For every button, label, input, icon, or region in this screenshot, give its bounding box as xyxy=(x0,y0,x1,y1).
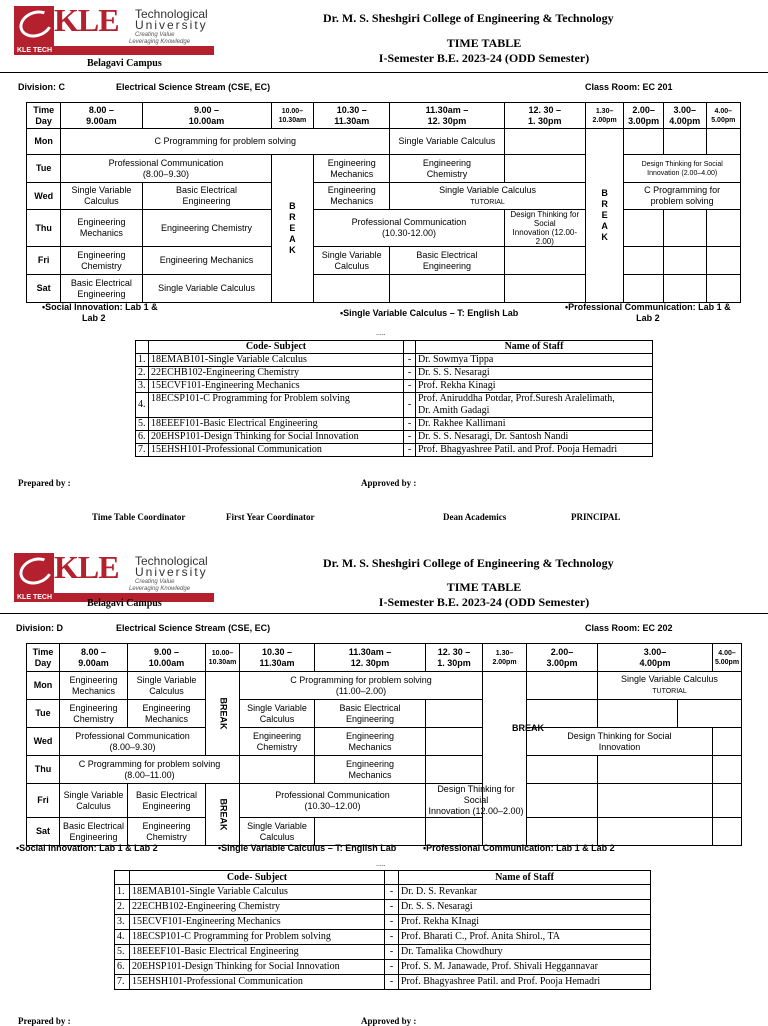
separator-dots: ..... xyxy=(376,330,386,337)
cell-prof-comm: Professional Communication (10.30–12.00) xyxy=(240,784,426,818)
cell-empty xyxy=(624,275,664,303)
staff-dash: - xyxy=(404,380,416,393)
day-sat: Sat xyxy=(27,275,61,303)
staff-row xyxy=(136,367,653,380)
staff-code: 20EHSP101-Design Thinking for Social Innovation xyxy=(130,960,385,975)
cell-empty xyxy=(504,275,585,303)
break-column: BREAK xyxy=(206,784,240,846)
staff-dash: - xyxy=(404,354,416,367)
cell-empty xyxy=(713,818,742,846)
cell-svc: Single Variable Calculus xyxy=(240,700,315,728)
staff-row xyxy=(115,945,651,960)
cell-empty xyxy=(713,728,742,756)
cell-empty xyxy=(240,756,315,784)
staff-name: Prof. Aniruddha Potdar, Prof.Suresh Aralelimath, Dr. Amith Gadagi xyxy=(416,393,653,418)
header-slot: 2.00– 3.00pm xyxy=(624,103,664,129)
day-tue: Tue xyxy=(27,700,60,728)
staff-num: 7. xyxy=(136,444,149,457)
stream-label: Electrical Science Stream (CSE, EC) xyxy=(116,82,271,92)
header-slot: 8.00 – 9.00am xyxy=(61,103,142,129)
staff-code: 15ECVF101-Engineering Mechanics xyxy=(130,915,385,930)
cell-empty xyxy=(624,210,664,247)
logo-line2: University xyxy=(135,18,208,32)
staff-header-name: Name of Staff xyxy=(416,341,653,354)
staff-code: 15ECVF101-Engineering Mechanics xyxy=(149,380,404,393)
note-social-innovation: •Social Innovation: Lab 1 & Lab 2 xyxy=(42,302,158,323)
staff-header-num xyxy=(136,341,149,354)
cell-eng-mech: Engineering Mechanics xyxy=(314,183,390,210)
staff-row xyxy=(115,915,651,930)
staff-row xyxy=(136,431,653,444)
staff-header-name: Name of Staff xyxy=(399,871,651,885)
cell-empty xyxy=(527,784,598,818)
cell-svc: Single Variable Calculus xyxy=(314,247,390,275)
staff-name: Dr. Sowmya Tippa xyxy=(416,354,653,367)
break-column: BREAK xyxy=(206,672,240,756)
cell-empty xyxy=(426,728,483,756)
staff-row xyxy=(136,418,653,431)
day-fri: Fri xyxy=(27,247,61,275)
staff-num: 4. xyxy=(136,393,149,418)
logo-line1: Technological xyxy=(135,7,208,21)
staff-name: Prof. Bhagyashree Patil. and Prof. Pooja Hemadri xyxy=(416,444,653,457)
prepared-by: Prepared by : xyxy=(18,478,71,488)
staff-name: Prof. Rekha KInagi xyxy=(399,915,651,930)
cell-c-programming: C Programming for problem solving (8.00–11.00) xyxy=(60,756,240,784)
cell-basic-elec: Basic Electrical Engineering xyxy=(60,818,128,846)
break-column: B R E A K xyxy=(271,155,314,303)
note-prof-comm: •Professional Communication: Lab 1 & Lab 2 xyxy=(565,302,731,323)
sig-first-year-coordinator: First Year Coordinator xyxy=(226,512,315,522)
division-label: Division: C xyxy=(18,82,66,92)
campus-name: Belagavi Campus xyxy=(87,598,162,609)
staff-num: 5. xyxy=(115,945,130,960)
cell-prof-comm: Professional Communication (8.00–9.30) xyxy=(61,155,271,183)
cell-svc: Single Variable Calculus xyxy=(128,672,206,700)
divider xyxy=(0,72,768,73)
cell-empty xyxy=(663,210,706,247)
cell-eng-mech: Engineering Mechanics xyxy=(315,756,426,784)
cell-basic-elec: Basic Electrical Engineering xyxy=(390,247,504,275)
staff-code: 18EEEF101-Basic Electrical Engineering xyxy=(130,945,385,960)
cell-empty xyxy=(713,784,742,818)
day-tue: Tue xyxy=(27,155,61,183)
stream-label: Electrical Science Stream (CSE, EC) xyxy=(116,623,271,633)
header-time-day: Time Day xyxy=(27,644,60,672)
staff-dash: - xyxy=(385,960,399,975)
cell-svc: Single Variable Calculus xyxy=(240,818,315,846)
day-mon: Mon xyxy=(27,129,61,155)
header-slot: 1.30– 2.00pm xyxy=(483,644,527,672)
cell-empty xyxy=(390,275,504,303)
staff-code: 18EMAB101-Single Variable Calculus xyxy=(130,885,385,900)
header-slot: 1.30– 2.00pm xyxy=(585,103,624,129)
cell-empty xyxy=(706,210,740,247)
cell-eng-mech: Engineering Mechanics xyxy=(142,247,271,275)
break-label: BREAK xyxy=(512,723,545,733)
cell-empty xyxy=(426,756,483,784)
cell-svc: Single Variable Calculus xyxy=(60,784,128,818)
logo-brand: KLE xyxy=(54,2,119,38)
cell-empty xyxy=(504,155,585,183)
header-slot: 9.00 – 10.00am xyxy=(128,644,206,672)
staff-dash: - xyxy=(404,418,416,431)
cell-empty xyxy=(527,672,598,700)
timetable-title: TIME TABLE xyxy=(446,580,522,594)
cell-eng-mech: Engineering Mechanics xyxy=(314,155,390,183)
cell-prof-comm: Professional Communication (10.30-12.00) xyxy=(314,210,504,247)
staff-code: 20EHSP101-Design Thinking for Social Innovation xyxy=(149,431,404,444)
cell-design-thinking: Design Thinking for Social Innovation (2.00–4.00) xyxy=(624,155,741,183)
cell-empty xyxy=(598,756,713,784)
cell-empty xyxy=(663,129,706,155)
logo-tag2: Leveraging Knowledge xyxy=(129,586,191,592)
break-column: B R E A K xyxy=(585,129,624,303)
note-svc-tutorial: •Single Variable Calculus – T: English Lab xyxy=(340,308,519,318)
staff-code: 22ECHB102-Engineering Chemistry xyxy=(130,900,385,915)
cell-empty xyxy=(663,247,706,275)
header-slot: 10.00– 10.30am xyxy=(206,644,240,672)
staff-header-dash xyxy=(404,341,416,354)
staff-header-code: Code- Subject xyxy=(130,871,385,885)
cell-c-programming: C Programming for problem solving (11.00–2.00) xyxy=(240,672,483,700)
cell-eng-chem: Engineering Chemistry xyxy=(60,700,128,728)
cell-svc: Single Variable Calculus xyxy=(390,129,504,155)
staff-code: 18ECSP101-C Programming for Problem solving xyxy=(149,393,404,418)
cell-empty xyxy=(706,275,740,303)
header-slot: 8.00 – 9.00am xyxy=(60,644,128,672)
staff-num: 3. xyxy=(115,915,130,930)
cell-empty xyxy=(713,756,742,784)
staff-name: Dr. S. S. Nesaragi, Dr. Santosh Nandi xyxy=(416,431,653,444)
staff-num: 2. xyxy=(115,900,130,915)
cell-eng-mech: Engineering Mechanics xyxy=(128,700,206,728)
sig-principal: PRINCIPAL xyxy=(571,512,621,522)
timetable-grid xyxy=(26,643,742,846)
logo-brand: KLE xyxy=(54,549,119,585)
cell-svc: Single Variable Calculus xyxy=(142,275,271,303)
staff-table xyxy=(135,340,653,457)
cell-svc-tutorial: Single Variable Calculus TUTORIAL xyxy=(390,183,586,210)
timetable-grid xyxy=(26,102,741,303)
staff-num: 5. xyxy=(136,418,149,431)
approved-by: Approved by : xyxy=(361,1016,417,1026)
note-prof-comm: •Professional Communication: Lab 1 & Lab 2 xyxy=(423,843,615,853)
staff-num: 2. xyxy=(136,367,149,380)
cell-empty xyxy=(624,129,664,155)
staff-dash: - xyxy=(385,945,399,960)
cell-eng-chem: Engineering Chemistry xyxy=(240,728,315,756)
cell-empty xyxy=(678,700,742,728)
staff-dash: - xyxy=(404,393,416,418)
logo-line2: University xyxy=(135,565,208,579)
cell-empty xyxy=(504,247,585,275)
cell-eng-mech: Engineering Mechanics xyxy=(60,672,128,700)
staff-dash: - xyxy=(404,444,416,457)
header-time-day: Time Day xyxy=(27,103,61,129)
staff-name: Prof. S. M. Janawade, Prof. Shivali Heggannavar xyxy=(399,960,651,975)
cell-empty xyxy=(663,275,706,303)
staff-name: Dr. Rakhee Kallimani xyxy=(416,418,653,431)
logo-tag1: Creating Value xyxy=(135,579,175,585)
staff-row xyxy=(115,885,651,900)
day-thu: Thu xyxy=(27,756,60,784)
college-name: Dr. M. S. Sheshgiri College of Engineering & Technology xyxy=(323,11,614,25)
day-thu: Thu xyxy=(27,210,61,247)
cell-design-thinking: Design Thinking for Social Innovation (12.00-2.00) xyxy=(504,210,585,247)
staff-dash: - xyxy=(404,367,416,380)
header-slot: 12. 30 – 1. 30pm xyxy=(504,103,585,129)
timetable-title: TIME TABLE xyxy=(446,36,522,50)
timetable-subtitle: I-Semester B.E. 2023-24 (ODD Semester) xyxy=(378,51,590,65)
logo-bar-text: KLE TECH xyxy=(17,594,52,601)
division-label: Division: D xyxy=(16,623,64,633)
cell-c-programming: C Programming for problem solving xyxy=(624,183,741,210)
staff-dash: - xyxy=(385,975,399,990)
cell-empty xyxy=(426,818,483,846)
header-slot: 9.00 – 10.00am xyxy=(142,103,271,129)
staff-header-num xyxy=(115,871,130,885)
cell-empty xyxy=(315,818,426,846)
classroom-label: Class Room: EC 202 xyxy=(585,623,673,633)
cell-basic-elec: Basic Electrical Engineering xyxy=(61,275,142,303)
staff-code: 15EHSH101-Professional Communication xyxy=(130,975,385,990)
cell-design-thinking: Design Thinking for Social Innovation (12.00–2.00) xyxy=(426,784,527,818)
cell-svc-tutorial: Single Variable Calculus TUTORIAL xyxy=(598,672,742,700)
staff-name: Prof. Bharati C., Prof. Anita Shirol., TA xyxy=(399,930,651,945)
staff-code: 15EHSH101-Professional Communication xyxy=(149,444,404,457)
staff-row xyxy=(136,393,653,418)
break-column xyxy=(483,672,527,846)
staff-row xyxy=(136,444,653,457)
staff-name: Dr. S. S. Nesaragi xyxy=(399,900,651,915)
staff-dash: - xyxy=(404,431,416,444)
staff-code: 18EMAB101-Single Variable Calculus xyxy=(149,354,404,367)
staff-table xyxy=(114,870,651,990)
cell-eng-mech: Engineering Mechanics xyxy=(61,210,142,247)
cell-empty xyxy=(624,247,664,275)
staff-name: Dr. Tamalika Chowdhury xyxy=(399,945,651,960)
cell-empty xyxy=(598,784,713,818)
timetable-subtitle: I-Semester B.E. 2023-24 (ODD Semester) xyxy=(378,595,590,609)
staff-row xyxy=(115,900,651,915)
cell-c-programming: C Programming for problem solving xyxy=(61,129,390,155)
header-slot: 12. 30 – 1. 30pm xyxy=(426,644,483,672)
cell-empty xyxy=(598,818,713,846)
logo-line1: Technological xyxy=(135,554,208,568)
header-slot: 10.30 – 11.30am xyxy=(314,103,390,129)
day-wed: Wed xyxy=(27,728,60,756)
staff-num: 7. xyxy=(115,975,130,990)
cell-prof-comm: Professional Communication (8.00–9.30) xyxy=(60,728,206,756)
staff-num: 3. xyxy=(136,380,149,393)
divider xyxy=(0,613,768,614)
staff-dash: - xyxy=(385,885,399,900)
staff-header-dash xyxy=(385,871,399,885)
sig-dean-academics: Dean Academics xyxy=(443,512,507,522)
staff-header-code: Code- Subject xyxy=(149,341,404,354)
cell-basic-elec: Basic Electrical Engineering xyxy=(128,784,206,818)
staff-name: Prof. Bhagyashree Patil. and Prof. Pooja Hemadri xyxy=(399,975,651,990)
header-slot: 11.30am – 12. 30pm xyxy=(390,103,504,129)
cell-eng-chem: Engineering Chemistry xyxy=(142,210,271,247)
cell-basic-elec: Basic Electrical Engineering xyxy=(142,183,271,210)
logo-tag2: Leveraging Knowledge xyxy=(129,39,191,45)
cell-empty xyxy=(504,129,585,155)
cell-empty xyxy=(426,700,483,728)
staff-row xyxy=(136,380,653,393)
header-slot: 11.30am – 12. 30pm xyxy=(315,644,426,672)
day-sat: Sat xyxy=(27,818,60,846)
staff-num: 6. xyxy=(136,431,149,444)
header-slot: 10.00– 10.30am xyxy=(271,103,314,129)
staff-num: 1. xyxy=(136,354,149,367)
prepared-by: Prepared by : xyxy=(18,1016,71,1026)
staff-code: 22ECHB102-Engineering Chemistry xyxy=(149,367,404,380)
day-mon: Mon xyxy=(27,672,60,700)
note-svc-tutorial: •Single Variable Calculus – T: English Lab xyxy=(218,843,397,853)
cell-empty xyxy=(706,247,740,275)
staff-num: 4. xyxy=(115,930,130,945)
cell-basic-elec: Basic Electrical Engineering xyxy=(315,700,426,728)
staff-num: 6. xyxy=(115,960,130,975)
cell-eng-chem: Engineering Chemistry xyxy=(390,155,504,183)
staff-name: Prof. Rekha Kinagi xyxy=(416,380,653,393)
cell-svc: Single Variable Calculus xyxy=(61,183,142,210)
sig-timetable-coordinator: Time Table Coordinator xyxy=(92,512,186,522)
classroom-label: Class Room: EC 201 xyxy=(585,82,673,92)
campus-name: Belagavi Campus xyxy=(87,58,162,69)
day-fri: Fri xyxy=(27,784,60,818)
cell-empty xyxy=(527,756,598,784)
cell-eng-chem: Engineering Chemistry xyxy=(61,247,142,275)
cell-eng-chem: Engineering Chemistry xyxy=(128,818,206,846)
approved-by: Approved by : xyxy=(361,478,417,488)
cell-eng-mech: Engineering Mechanics xyxy=(315,728,426,756)
staff-name: Dr. D. S. Revankar xyxy=(399,885,651,900)
header-slot: 4.00– 5.00pm xyxy=(713,644,742,672)
staff-row xyxy=(115,975,651,990)
staff-num: 1. xyxy=(115,885,130,900)
logo-tag1: Creating Value xyxy=(135,32,175,38)
separator-dots: ..... xyxy=(376,861,386,868)
staff-code: 18EEEF101-Basic Electrical Engineering xyxy=(149,418,404,431)
note-social-innovation: •Social Innovation: Lab 1 & Lab 2 xyxy=(16,843,158,853)
staff-code: 18ECSP101-C Programming for Problem solving xyxy=(130,930,385,945)
cell-empty xyxy=(314,275,390,303)
cell-empty xyxy=(598,700,678,728)
header-slot: 2.00– 3.00pm xyxy=(527,644,598,672)
staff-row xyxy=(136,354,653,367)
logo-bar-text: KLE TECH xyxy=(17,47,52,54)
cell-design-thinking: Design Thinking for Social Innovation xyxy=(527,728,713,756)
header-slot: 4.00– 5.00pm xyxy=(706,103,740,129)
college-name: Dr. M. S. Sheshgiri College of Engineering & Technology xyxy=(323,556,614,570)
staff-dash: - xyxy=(385,930,399,945)
header-slot: 3.00– 4.00pm xyxy=(663,103,706,129)
staff-dash: - xyxy=(385,900,399,915)
cell-empty xyxy=(706,129,740,155)
staff-row xyxy=(115,930,651,945)
staff-row xyxy=(115,960,651,975)
day-wed: Wed xyxy=(27,183,61,210)
header-slot: 10.30 – 11.30am xyxy=(240,644,315,672)
staff-name: Dr. S. S. Nesaragi xyxy=(416,367,653,380)
header-slot: 3.00– 4.00pm xyxy=(598,644,713,672)
cell-empty xyxy=(527,818,598,846)
staff-dash: - xyxy=(385,915,399,930)
